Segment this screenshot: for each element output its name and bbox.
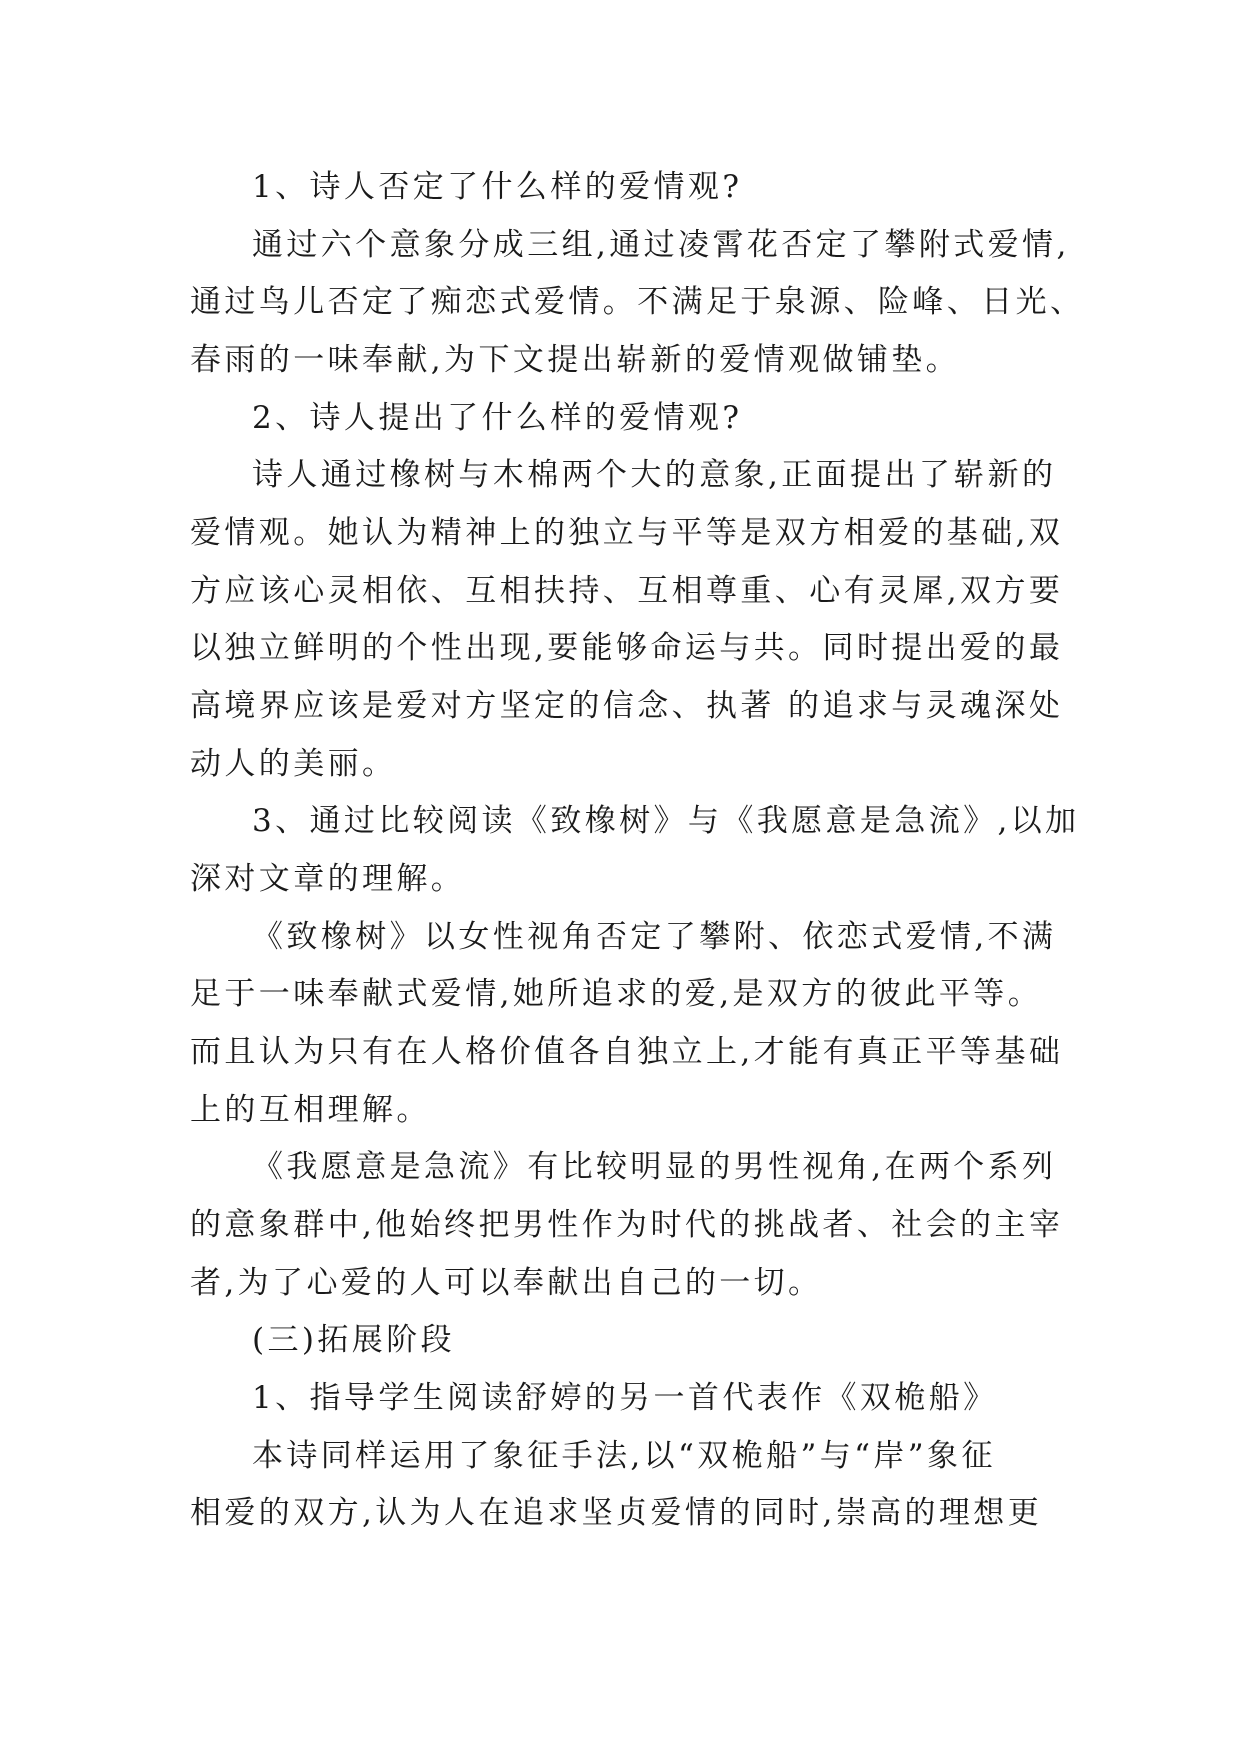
- text-line: 爱情观。她认为精神上的独立与平等是双方相爱的基础,双: [190, 515, 1064, 551]
- text-line: 2、诗人提出了什么样的爱情观?: [252, 400, 743, 436]
- text-line: 《致橡树》以女性视角否定了攀附、依恋式爱情,不满: [252, 919, 1057, 955]
- text-line: 以独立鲜明的个性出现,要能够命运与共。同时提出爱的最: [190, 630, 1064, 666]
- text-line: 本诗同样运用了象征手法,以“双桅船”与“岸”象征: [252, 1438, 996, 1474]
- text-line: 深对文章的理解。: [190, 861, 466, 897]
- text-line: 1、指导学生阅读舒婷的另一首代表作《双桅船》: [252, 1380, 998, 1416]
- text-line: 的意象群中,他始终把男性作为时代的挑战者、社会的主宰: [190, 1207, 1064, 1243]
- text-line: 方应该心灵相依、互相扶持、互相尊重、心有灵犀,双方要: [190, 573, 1064, 609]
- section-heading: (三)拓展阶段: [252, 1322, 455, 1358]
- text-line: 春雨的一味奉献,为下文提出崭新的爱情观做铺垫。: [190, 342, 961, 378]
- text-line: 诗人通过橡树与木棉两个大的意象,正面提出了崭新的: [252, 457, 1057, 493]
- text-line: 通过鸟儿否定了痴恋式爱情。不满足于泉源、险峰、日光、: [190, 284, 1085, 320]
- text-line: 足于一味奉献式爱情,她所追求的爱,是双方的彼此平等。: [190, 976, 1043, 1012]
- text-line: 相爱的双方,认为人在追求坚贞爱情的同时,崇高的理想更: [190, 1495, 1043, 1531]
- text-line: 1、诗人否定了什么样的爱情观?: [252, 169, 743, 205]
- text-line: 通过六个意象分成三组,通过凌霄花否定了攀附式爱情,: [252, 227, 1070, 263]
- text-line: 动人的美丽。: [190, 746, 397, 782]
- text-line: 3、通过比较阅读《致橡树》与《我愿意是急流》,以加: [252, 803, 1080, 839]
- text-line: 上的互相理解。: [190, 1092, 431, 1128]
- text-line: 者,为了心爱的人可以奉献出自己的一切。: [190, 1265, 823, 1301]
- text-line: 高境界应该是爱对方坚定的信念、执著 的追求与灵魂深处: [190, 688, 1064, 724]
- text-line: 而且认为只有在人格价值各自独立上,才能有真正平等基础: [190, 1034, 1064, 1070]
- text-line: 《我愿意是急流》有比较明显的男性视角,在两个系列: [252, 1149, 1057, 1185]
